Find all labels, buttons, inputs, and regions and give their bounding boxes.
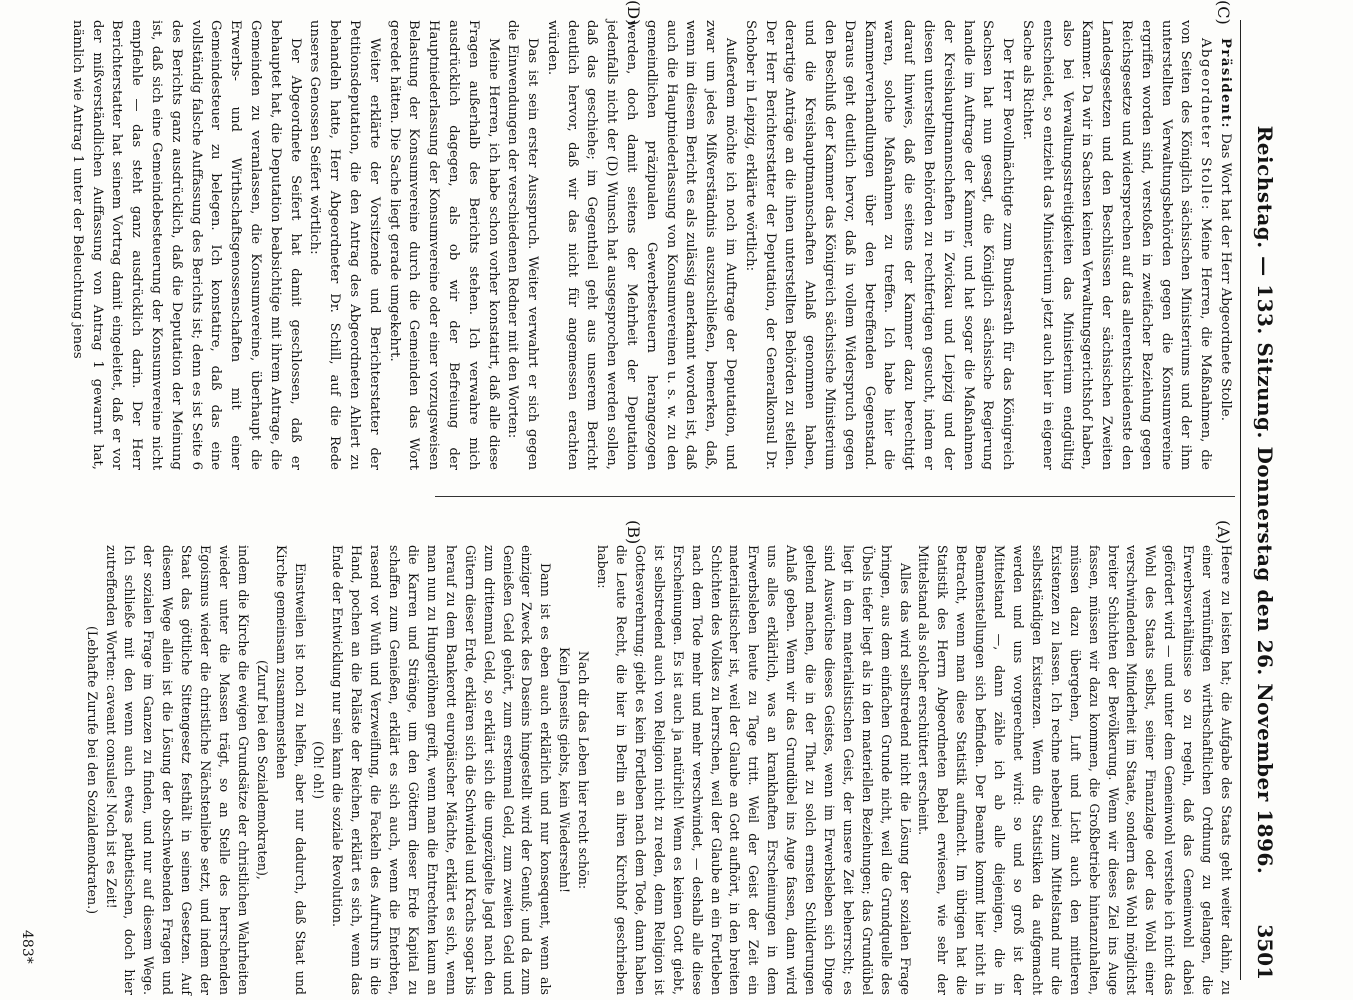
verse-line: Nach dir das Leben hier recht schön: [576,650,592,890]
speaker-label: Abgeordneter Stolle: [1198,38,1214,211]
page-title: Reichstag. — 133. Sitzung. Donnerstag den 26. November 1896. [1253,125,1277,875]
paragraph: Meine Herren, die Maßnahmen, die von Seiten des Königlich sächsischen Ministeriums und der ihm unterstellten Verwaltungsbehörden gegen die Konsumvereine ergriffen worden sind, verstoßen in zweifacher Beziehung gegen Reichsgesetze und widersprechen auf das allerentschiedenste den Landesgesetzen und den Beschlüssen der sächsischen Zweiten Kammer. Da wir in Sachsen keinen Verwaltungsgerichtshof haben, also bei Verwaltungsstreitigkeiten das Ministerium endgültig entscheidet, so entzieht das Ministerium jetzt auch hier in eigener Sache als Richter. [1020,20,1214,470]
margin-marker-d: (D) [624,0,643,26]
quoted-paragraph: Außerdem möchte ich noch im Auftrage der Deputation, und zwar um jedes Mißverständnis auszuschließen, bemerken, daß, wenn im diesem Bericht es als zulässig anerkannt worden ist, daß auch die Hauptniederlassung von Konsumvereinen u. s. w. zu den gemeindlichen präzipualen Gewerbesteuern herangezogen werden, doch damit seitens der Mehrheit der Deputation jedenfalls nicht der (D) Wunsch hat ausgesprochen werden sollen, daß das geschiehe; im Gegentheil geht aus unserem Bericht deutlich hervor, daß wir das nicht für angemessen erachten würden. [544,20,739,470]
page-header [1245,20,1285,980]
quoted-paragraph: Der Abgeordnete Seifert hat damit geschlossen, daß er behauptet hat, die Deputation beabsichtige mit ihrem Antrage, die Gemeinden zu veranlassen, die Konsumvereine, überhaupt die Erwerbs- und Wirthschaftsgenossenschaften mit einer Gemeindesteuer zu belegen. Ich konstatire, daß das eine vollständig falsche Auffassung des Berichts ist; denn es ist Seite 6 des Berichts ganz ausdrücklich, daß die Deputation der Meinung ist, daß sich eine Gemeindebesteuerung der Konsumvereine nicht empfiehle — das steht ganz ausdrücklich darin. Der Herr Berichterstatter hat seinem Vortrag damit eingeleitet, daß er vor der mißverständlichen Auffassung von Antrag 1 gewarnt hat, nämlich wie Antrag 1 unter der Beleuchtung jenes [69,20,303,470]
column-divider [435,496,1235,497]
right-column [67,20,1235,470]
paragraph: Heere zu leisten hat; die Aufgabe des Staats geht weiter dahin, zu einer vernünftigen wirthschaftlichen Ordnung zu gelangen, die Erwerbsverhältnisse so zu regeln, daß das Gemeinwohl dabei gefördert wird — und unter dem Gemeinwohl verstehe ich nicht das Wohl des Staats selbst, seiner Finanzlage oder das Wohl einer verschwindenden Minderheit im Staate, sondern das Wohl möglichst breiter Schichten der Bevölkerung. Wenn wir dieses Ziel ins Auge fassen, müssen wir dazu kommen, die Großbetriebe hintanzuhalten, müssen dazu übergehen, Luft und Licht auch den mittleren Existenzen zu lassen. Ich rechne nebenbei zum Mittelstand nur die selbstständigen Existenzen. Wenn die Statistiken da aufgemacht werden und uns vorgerechnet wird: so und so groß ist der Mittelstand —, dann zähle ich ab alle diejenigen, die in Beamtenstellungen sich befinden. Der Beamte kommt hier nicht in Betracht, wenn man diese Statistik aufmacht. Im übrigen hat die Statistik des Herrn Abgeordneten Bebel erwiesen, wie sehr der Mittelstand als solcher erschüttert erscheint. [916,545,1234,995]
paragraph: Alles das wird selbstredend nicht die Lösung der sozialen Frage bringen, aus dem einfachen Grunde nicht, weil die Grundquelle des Übels tiefer liegt als in den materiellen Beziehungen; das Grundübel liegt in dem materialistischen Geist, der unsere Zeit beherrscht; es sind Auswüchse dieses Geistes, wenn im Erwerbsleben sich Dinge geltend machen, die in der That zu solch ernsten Schilderungen Anlaß geben. Wenn wir das Grundübel ins Auge fassen, dann wird uns alles erklärlich, was an krankhaften Erscheinungen in dem Erwerbsleben heute zu Tage tritt. Weil der Geist der Zeit ein materialistischer ist, weil der Glaube an Gott aufhört, in den breiten Schichten des Volkes zu herrschen, weil der Glaube an ein Fortleben nach dem Tode mehr und mehr verschwindet, — deshalb alle diese Erscheinungen. Es ist auch ja natürlich! Wenn es keinen Gott giebt, ist selbstredend auch von Religion nicht zu reden, denn Religion ist Gottesverehrung; giebt es kein Fortleben nach dem Tode, dann haben die Leute Recht, die hier in Berlin an ihren Kirchhof geschrieben haben: [595,545,913,995]
interjection: (Lebhafte Zurufe bei den Sozialdemokraten.) [84,625,100,915]
interjection: (Zuruf bei den Sozialdemokraten), [254,660,270,880]
paragraph: indem die Kirche die ewigen Grundsätze der christlichen Wahrheiten wieder unter die Massen trägt, so an Stelle des herrschenden Egoismus wieder die christliche Nächstenliebe setzt, und indem der Staat das göttliche Sittengesetz festhält in seinen Gesetzen. Auf diesem Wege allein ist die Lösung der obschwebenden Fragen und der sozialen Frage im Ganzen zu finden, und nur auf diesem Wege. Ich schließe mit den wenn auch etwas pathetischen, doch hier zutreffenden Worten: caveant consules! Noch ist es Zeit! [103,545,251,995]
paragraph: Einstweilen ist noch zu helfen, aber nur dadurch, daß Staat und Kirche gemeinsam zusammenstehen [273,545,308,995]
signature-mark: 483* [19,930,35,964]
speaker-label: Präsident: [1218,38,1233,130]
verse-line: Kein Jenseits giebts, kein Wiedersehn! [557,646,573,894]
header-rule [1240,20,1241,980]
paragraph: Weiter erklärte der Vorsitzende und Berichterstatter der Petitionsdeputation, die den Antrag des Abgeordneten Ahlert zu behandeln hatte, Herr Abgeordneter Dr. Schill, auf die Rede unseres Genossen Seifert wörtlich: [307,20,382,470]
margin-marker-b: (B) [624,520,643,545]
quoted-paragraph: Meine Herren, ich habe schon vorher konstatirt, daß alle diese Fragen außerhalb des Berichts stehen. Ich verwahre mich ausdrücklich dagegen, als ob wir der Befreiung der Hauptniederlassung der Konsumvereine oder einer vorzugsweisen Belastung der Konsumvereine durch die Gemeinden das Wort geredet hätten. Die Sache liegt gerade umgekehrt. [386,20,501,470]
paragraph: Dann ist es eben auch erklärlich und nur konsequent, wenn als einziger Zweck des Daseins hingestellt wird der Genuß; und da zum Genießen Geld gehört, zum erstenmal Geld, zum zweiten Geld und zum drittenmal Geld, so erklärt sich die ungezügelte Jagd nach den Gütern dieser Erde, erklären sich die Schwindel und Krachs sogar bis herauf zu dem Bankerott europäischer Mächte, erklärt es sich, wenn man nun zu Hungerlöhnen greift, wenn man die Entrechten kaum an die Karren und Stränge, um den Göttern dieser Erde Kapital zu schaffen zum Genießen, erklärt es sich auch, wenn die Enterbten, rasend vor Wuth und Verzweiflung, die Fackeln des Aufruhrs in die Hand, pochen an die Paläste der Reichen, erklärt es sich, wenn das Ende der Entwicklung nur sein kann die soziale Revolution. [330,545,554,995]
paragraph: Das ist sein erster Ausspruch. Weiter verwahrt er sich gegen die Einwendungen der verschiedenen Redner mit den Worten: [505,20,541,470]
speaker-text: Das Wort hat der Herr Abgeordnete Stolle. [1218,133,1233,421]
left-column [82,545,1235,995]
paragraph: Der Herr Bevollmächtigte zum Bundesrath für das Königreich Sachsen hat nun gesagt, die Königlich sächsische Regierung handle im Auftrage der Kammer, und hat sogar die Maßnahmen der Kreishauptmannschaften in Zwickau und Leipzig und der diesen unterstellten Behörden zu rechtfertigen gesucht, indem er darauf hinwies, daß die seitens der Kammer dazu berechtigt waren, solche Maßnahmen zu treffen. Ich habe hier die Kammerverhandlungen über den betreffenden Gegenstand. Daraus geht deutlich hervor, daß in vollem Widerspruch gegen den Beschluß der Kammer das Königreich sächsische Ministerium und die Kreishauptmannschaften Anlaß genommen haben, derartige Anträge an die ihnen unterstellten Behörden zu stellen. Der Herr Berichterstatter der Deputation, der Generalkonsul Dr. Schober in Leipzig, erklärte wörtlich: [742,20,1016,470]
interjection: (Oh! oh!) [311,740,327,800]
margin-marker-a: (A) [1214,520,1233,545]
margin-marker-c: (C) [1214,0,1233,25]
right-page-number: 3501 [1253,924,1277,980]
